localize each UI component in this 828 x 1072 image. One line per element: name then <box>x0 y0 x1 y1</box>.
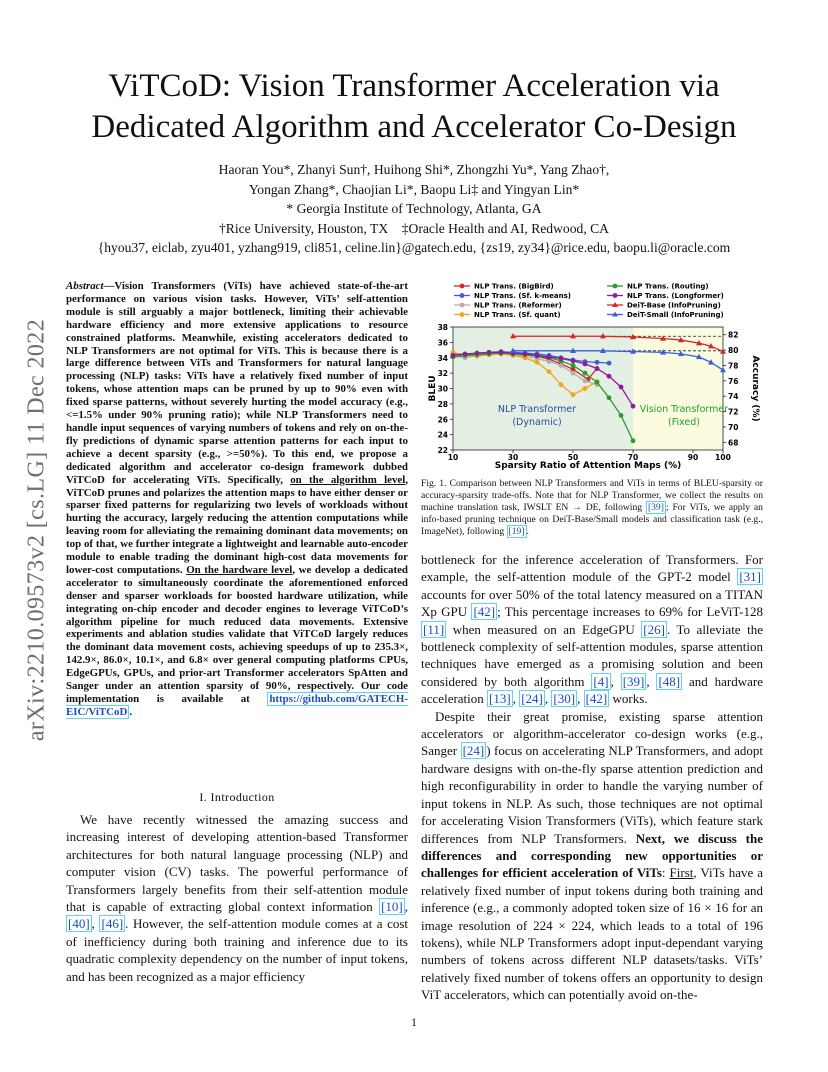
paper-title <box>60 66 768 148</box>
citation-link[interactable]: [24] <box>521 691 543 707</box>
x-tick-label: 90 <box>687 453 699 462</box>
code-link[interactable]: https://github.com/GATECH-EIC/ViTCoD <box>66 693 408 718</box>
data-point <box>607 395 612 400</box>
data-point <box>583 386 588 391</box>
y-tick-label: 30 <box>437 384 448 394</box>
y2-tick-label: 76 <box>728 376 739 386</box>
col2-text: and hardware acceleration <box>421 673 763 707</box>
authors-line-2: Yongan Zhang*, Chaojian Li*, Baopu Li‡ and Yingyan Lin* <box>248 181 580 197</box>
data-point <box>583 371 588 376</box>
data-point <box>607 361 612 366</box>
data-point <box>535 360 540 365</box>
legend-label: DeiT-Small (InfoPruning) <box>627 311 724 320</box>
citation-link[interactable]: [11] <box>423 621 445 637</box>
citation-link[interactable]: [30] <box>553 691 576 707</box>
y-tick-label: 24 <box>437 430 448 440</box>
caption-text-3: . <box>526 526 529 538</box>
y-tick-label: 22 <box>437 446 448 455</box>
title-line-1: ViTCoD: Vision Transformer Acceleration via <box>108 68 720 104</box>
col2-text: when measured on an EdgeGPU <box>446 621 642 637</box>
data-point <box>487 350 492 355</box>
legend-label: DeiT-Base (InfoPruning) <box>627 301 721 310</box>
citation-link[interactable]: [26] <box>643 621 665 637</box>
caption-text-1: Fig. 1. Comparison between NLP Transformers and ViTs in terms of BLEU-sparsity or accuracy-sparsity trade-offs. Note that for NLP Transformer, we collect the results on machine translation task, IWSLT EN → DE, following <box>421 478 763 514</box>
legend-label: NLP Trans. (Longformer) <box>627 292 724 301</box>
data-point <box>523 352 528 357</box>
y-tick-label: 36 <box>437 338 448 348</box>
legend-label: NLP Trans. (Routing) <box>627 282 709 291</box>
page-number: 1 <box>411 1015 417 1029</box>
legend-marker <box>613 284 618 289</box>
data-point <box>631 404 636 409</box>
author-block <box>60 160 768 258</box>
legend-marker <box>460 284 465 289</box>
citation-link[interactable]: [4] <box>593 673 609 689</box>
col2-text: works. <box>609 691 648 707</box>
data-point <box>451 353 456 358</box>
y2-tick-label: 78 <box>728 361 739 371</box>
y-tick-label: 38 <box>437 323 448 332</box>
legend-label: NLP Trans. (Reformer) <box>474 301 562 310</box>
data-point <box>547 369 552 374</box>
col2-text: ; This percentage increases to 69% for LeViT-128 <box>497 604 763 620</box>
intro-paragraph <box>66 811 408 985</box>
data-point <box>475 351 480 356</box>
data-point <box>547 355 552 360</box>
col2-text: . To alleviate the bottleneck complexity of self-attention modules, sparse attention techniques have emerged as a promising solution and been considered by both algorithm <box>421 621 763 689</box>
data-point <box>631 438 636 443</box>
affiliation-line-1: * Georgia Institute of Technology, Atlanta, GA <box>286 201 542 216</box>
abstract-end: . <box>129 705 133 718</box>
author-emails: {hyou37, eiclab, zyu401, yzhang919, cli851, celine.lin}@gatech.edu, {zs19, zy34}@rice.edu, baopu.li@oracle.com <box>97 240 731 255</box>
data-point <box>595 380 600 385</box>
right-column-text <box>421 551 763 1004</box>
abstract-text-2: , ViTCoD prunes and polarizes the attention maps to have either denser or sparser fixed patterns for regularizing two levels of workloads without hurting the accuracy, largely reducing the attention computations while leaving room for alleviating the remaining dominant data movements; on top of that, we further integrate a lightweight and learnable auto-encoder module to enable trading the dominant high-cost data movements for lower-cost computations. <box>66 473 408 576</box>
nlp-region <box>453 327 633 450</box>
citation-link[interactable]: [19] <box>508 526 525 538</box>
affiliation-line-2: †Rice University, Houston, TX ‡Oracle Health and AI, Redwood, CA <box>219 220 609 236</box>
y-tick-label: 34 <box>437 353 448 363</box>
abstract-text-1: —Vision Transformers (ViTs) have achieved state-of-the-art performance on various vision tasks. However, ViTs’ self-attention module is still arguably a major bottleneck, limiting their achievable hardware efficiency and more extensive applications to resource constrained platforms. Meanwhile, existing accelerators dedicated to NLP Transformers are not optimal for ViTs. This is because there is a large difference between ViTs and Transformers for natural language processing (NLP) tasks: ViTs have a relatively fixed number of input tokens, whose attention maps can be pruned by up to 90% even with fixed sparse patterns, without severely hurting the model accuracy (e.g., <=1.5% under 90% pruning ratio); while NLP Transformers need to handle input sequences of varying numbers of tokens and rely on on-the-fly predictions of dynamic sparse attention patterns for each input to achieve a decent sparsity (e.g., >=50%). To this end, we propose a dedicated algorithm and accelerator co-design framework dubbed ViTCoD for accelerating ViTs. Specifically, <box>66 280 408 486</box>
data-point <box>595 360 600 365</box>
citation-link[interactable]: [46] <box>101 916 124 932</box>
abstract-underline-2: On the hardware level <box>186 563 293 576</box>
col2-sep: , <box>646 673 657 689</box>
intro-sep: , <box>404 899 408 915</box>
intro-sep: , <box>91 916 100 932</box>
legend-label: NLP Trans. (Sf. quant) <box>474 311 561 320</box>
legend-marker <box>613 293 618 298</box>
col2-sep: , <box>512 691 520 707</box>
data-point <box>463 352 468 357</box>
citation-link[interactable]: [13] <box>489 691 511 707</box>
citation-link[interactable]: [39] <box>647 502 664 514</box>
y2-tick-label: 74 <box>728 392 739 402</box>
figure-1-chart <box>420 278 762 474</box>
col2-bold-text: Next, we discuss the differences and corresponding new opportunities or challenges for efficient acceleration of ViTs <box>421 830 764 881</box>
x-tick-label: 30 <box>507 453 519 462</box>
section-heading-introduction <box>66 790 408 805</box>
legend-marker <box>460 303 465 308</box>
data-point <box>571 363 576 368</box>
chart-svg <box>420 278 762 474</box>
x-tick-label: 70 <box>627 453 639 462</box>
citation-link[interactable]: [24] <box>462 743 485 759</box>
legend-label: NLP Trans. (BigBird) <box>474 282 554 291</box>
y-tick-label: 26 <box>437 415 448 425</box>
abstract <box>66 280 408 719</box>
section-heading-text: I. Introduction <box>199 790 275 804</box>
col2-underline: First <box>669 865 694 881</box>
data-point <box>571 392 576 397</box>
citation-link[interactable]: [10] <box>381 899 403 915</box>
region-label-vit-sub: (Fixed) <box>667 417 701 428</box>
y2-tick-label: 80 <box>728 346 739 356</box>
data-point <box>595 366 600 371</box>
region-label-vit: Vision Transformer <box>639 404 729 415</box>
citation-link[interactable]: [39] <box>622 673 645 689</box>
x-tick-label: 50 <box>567 453 579 462</box>
y2-tick-label: 82 <box>728 330 739 340</box>
citation-link[interactable]: [40] <box>68 916 90 932</box>
y2-tick-label: 72 <box>728 407 739 417</box>
x-axis-label: Sparsity Ratio of Attention Maps (%) <box>494 461 682 471</box>
data-point <box>619 413 624 418</box>
intro-text-1: We have recently witnessed the amazing success and increasing interest of developing attention-based Transformer architectures for both natural language processing (NLP) and computer vision (CV) tasks. The powerful performance of Transformers largely benefits from their self-attention module that is capable of extracting global context information <box>66 812 408 915</box>
data-point <box>571 371 576 376</box>
citation-link[interactable]: [31] <box>739 569 761 585</box>
authors-line-1: Haoran You*, Zhanyi Sun†, Huihong Shi*, Zhongzhi Yu*, Yang Zhao†, <box>218 162 610 177</box>
col2-text: ) focus on accelerating NLP Transformers, and adopt hardware designs with on-the-fly sparse attention prediction and high reconfigurability in order to handle the varying number of input tokens in NLP. As such, those techniques are not optimal for accelerating Vision Transformers (ViTs), which feature stark differences from NLP Transformers. <box>421 743 763 846</box>
caption-text-2: ; For ViTs, we apply an info-based pruning technique on DeiT-Base/Small models and classification task (e.g., ImageNet), following <box>421 502 763 538</box>
figure-caption <box>421 478 763 538</box>
col2-text: accounts for over 50% of the total latency measured on a TITAN Xp GPU <box>421 586 763 620</box>
intro-text-2: . However, the self-attention module comes at a cost of inefficiency during both training and inference due to its quadratic complexity dependency on the number of input tokens, and has been recognized as a major efficiency <box>66 916 409 984</box>
citation-link[interactable]: [48] <box>658 673 681 689</box>
data-point <box>583 378 588 383</box>
title-line-2: Dedicated Algorithm and Accelerator Co-Design <box>91 109 737 145</box>
legend-label: NLP Trans. (Sf. k-means) <box>474 292 571 301</box>
y-axis-label: BLEU <box>428 375 438 402</box>
data-point <box>499 350 504 355</box>
arxiv-stamp <box>14 280 60 780</box>
col2-sep: , <box>544 691 552 707</box>
col2-text: bottleneck for the inference acceleration of Transformers. For example, the self-attention module of the GPT-2 model <box>421 552 763 585</box>
region-label-nlp: NLP Transformer <box>497 404 577 415</box>
y-tick-label: 32 <box>437 369 448 379</box>
citation-link[interactable]: [42] <box>473 604 496 620</box>
legend-marker <box>460 312 465 317</box>
citation-link[interactable]: [42] <box>585 691 608 707</box>
y2-tick-label: 68 <box>728 438 739 448</box>
x-tick-label: 10 <box>447 453 459 462</box>
col2-sep: , <box>577 691 584 707</box>
arxiv-stamp-text: arXiv:2210.09573v2 [cs.LG] 11 Dec 2022 <box>23 318 50 742</box>
x-tick-label: 100 <box>715 453 731 462</box>
data-point <box>559 382 564 387</box>
y-tick-label: 28 <box>437 399 448 409</box>
col2-text: , ViTs have a relatively fixed number of input tokens during both training and inference (e.g., a commonly adopted token size of 16 × 16 for an image resolution of 224 × 224, which leads to a total of 196 tokens), while NLP Transformers adopt input-dependant varying numbers of tokens across different NLP datasets/tasks. ViTs’ relatively fixed number of tokens offers an opportunity to design ViT accelerators, which can potentially avoid on-the- <box>421 865 763 1003</box>
data-point <box>535 353 540 358</box>
y2-axis-label: Accuracy (%) <box>750 355 760 422</box>
data-point <box>571 358 576 363</box>
data-point <box>619 385 624 390</box>
y2-tick-label: 70 <box>728 422 739 432</box>
col2-text: Despite their great promise, existing sparse attention accelerators or algorithm-accelerator co-design works (e.g., Sanger <box>421 708 763 759</box>
abstract-text-3: , we develop a dedicated accelerator to simultaneously coordinate the aforementioned enforced denser and sparser workloads for boosted hardware utilization, while integrating on-chip encoder and decoder engines to leverage ViTCoD’s algorithm pipeline for much reduced data movements. Extensive experiments and ablation studies validate that ViTCoD largely reduces the dominant data movement costs, achieving speedups of up to 235.3×, 142.9×, 86.0×, 10.1×, and 6.8× over general computing platforms CPUs, EdgeGPUs, GPUs, and prior-art Transformer accelerators SpAtten and Sanger under an attention sparsity of 90%, respectively. Our code implementation is available at <box>66 563 408 705</box>
data-point <box>583 362 588 367</box>
abstract-underline-1: on the algorithm level <box>290 473 406 486</box>
col2-sep: , <box>610 673 621 689</box>
region-label-nlp-sub: (Dynamic) <box>512 417 562 428</box>
data-point <box>559 356 564 361</box>
data-point <box>607 374 612 379</box>
data-point <box>559 363 564 368</box>
legend-marker <box>460 293 465 298</box>
abstract-label: Abstract <box>66 280 104 292</box>
col2-sep: : <box>661 865 670 881</box>
